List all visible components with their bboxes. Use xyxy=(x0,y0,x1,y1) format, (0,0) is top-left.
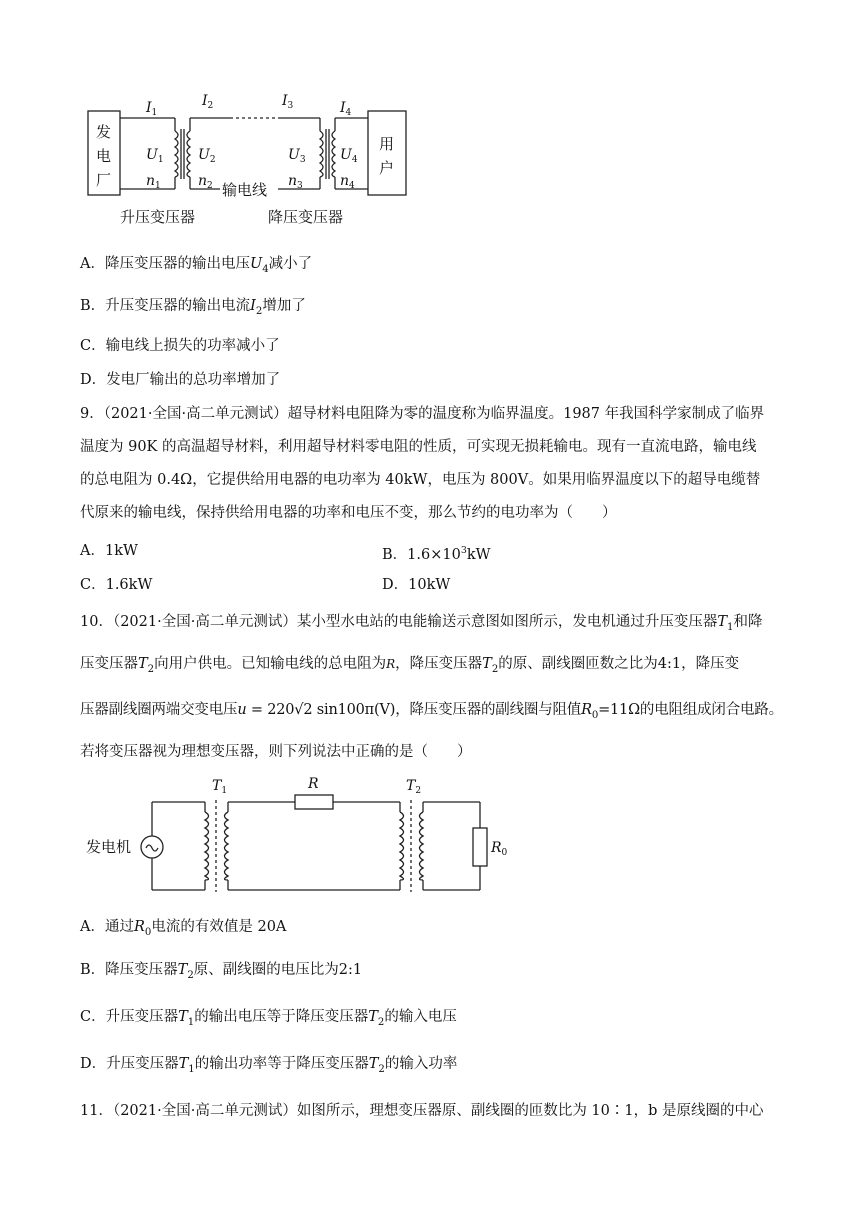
q10-option-a: A．通过$R_0$电流的有效值是 20A xyxy=(80,919,287,938)
step-up-label: 升压变压器 xyxy=(120,208,196,226)
label-u2: $U_2$ xyxy=(198,147,216,165)
label-i2: $I_2$ xyxy=(202,93,214,111)
q10-option-d: D．升压变压器$T_1$的输出功率等于降压变压器$T_2$的输入功率 xyxy=(80,1056,458,1075)
q10-line-2: 压变压器$T_2$向用户供电。已知输电线的总电阻为R，降压变压器$T_2$的原、副线圈匝数之比为4:1，降压变 xyxy=(80,656,740,675)
label-i3: $I_3$ xyxy=(282,93,294,111)
transmission-diagram xyxy=(80,85,420,235)
user-char-1: 用 xyxy=(379,135,395,153)
q9-line-4: 代原来的输电线，保持供给用电器的功率和电压不变，那么节约的电功率为（ ） xyxy=(80,505,617,521)
q9-option-d: D．10kW xyxy=(382,577,451,593)
q9-option-c: C．1.6kW xyxy=(80,577,153,593)
transmission-line-label: 输电线 xyxy=(222,181,268,199)
q9-line-1: 9．（2021·全国·高二单元测试）超导材料电阻降为零的温度称为临界温度。1987 年我国科学家制成了临界 xyxy=(80,406,765,422)
q8-option-c: C．输电线上损失的功率减小了 xyxy=(80,338,280,354)
q8-option-d: D．发电厂输出的总功率增加了 xyxy=(80,372,281,388)
plant-char-3: 厂 xyxy=(96,171,112,189)
label-i1: $I_1$ xyxy=(146,100,158,118)
label-i4: $I_4$ xyxy=(340,100,352,118)
resistor-r xyxy=(295,795,333,809)
plant-char-1: 发 xyxy=(96,123,112,141)
q9-option-a: A．1kW xyxy=(80,543,138,559)
user-char-2: 户 xyxy=(379,159,395,177)
q9-option-b: B．$1.6\times 10^3kW$ xyxy=(382,545,491,563)
q8-option-b: B．升压变压器的输出电流$I_2$增加了 xyxy=(80,298,306,317)
q9-stem xyxy=(80,404,790,536)
user-box xyxy=(368,111,406,195)
label-u3: $U_3$ xyxy=(288,147,306,165)
step-down-label: 降压变压器 xyxy=(268,208,344,226)
q8-option-a: A．降压变压器的输出电压$U_4$减小了 xyxy=(80,256,313,275)
resistor-r0 xyxy=(473,828,487,866)
q10-option-b: B．降压变压器$T_2$原、副线圈的电压比为2:1 xyxy=(80,962,363,981)
generator-label: 发电机 xyxy=(86,838,132,856)
label-n1: $n_1$ xyxy=(146,173,161,191)
q11-line-1: 11．（2021·全国·高二单元测试）如图所示，理想变压器原、副线圈的匝数比为 10∶1，b 是原线圈的中心 xyxy=(80,1103,764,1119)
label-t2: $T_2$ xyxy=(406,778,422,796)
q10-line-4: 若将变压器视为理想变压器，则下列说法中正确的是（ ） xyxy=(80,744,472,760)
hydropower-circuit-diagram xyxy=(80,772,520,900)
q9-line-2: 温度为 90K 的高温超导材料，利用超导材料零电阻的性质，可实现无损耗输电。现有一直流电路，输电线 xyxy=(80,439,757,455)
plant-char-2: 电 xyxy=(96,147,112,165)
label-n4: $n_4$ xyxy=(340,173,355,191)
q9-line-3: 的总电阻为 0.4Ω，它提供给用电器的电功率为 40kW，电压为 800V。如果用临界温度以下的超导电缆替 xyxy=(80,472,761,488)
q10-line-1: 10．（2021·全国·高二单元测试）某小型水电站的电能输送示意图如图所示，发电机通过升压变压器$T_1$和降 xyxy=(80,614,763,633)
label-t1: $T_1$ xyxy=(212,778,228,796)
q10-line-3: 压器副线圈两端交变电压u = 220√2 sin100π(V)，降压变压器的副线圈与阻值$R_0=11\Omega$的电阻组成闭合电路。 xyxy=(80,702,783,721)
label-n3: $n_3$ xyxy=(288,173,303,191)
q10-option-c: C．升压变压器$T_1$的输出电压等于降压变压器$T_2$的输入电压 xyxy=(80,1009,457,1028)
label-u1: $U_1$ xyxy=(146,147,164,165)
label-u4: $U_4$ xyxy=(340,147,358,165)
label-n2: $n_2$ xyxy=(198,173,213,191)
label-r0: $R_0$ xyxy=(491,840,508,858)
label-r: R xyxy=(308,776,319,792)
